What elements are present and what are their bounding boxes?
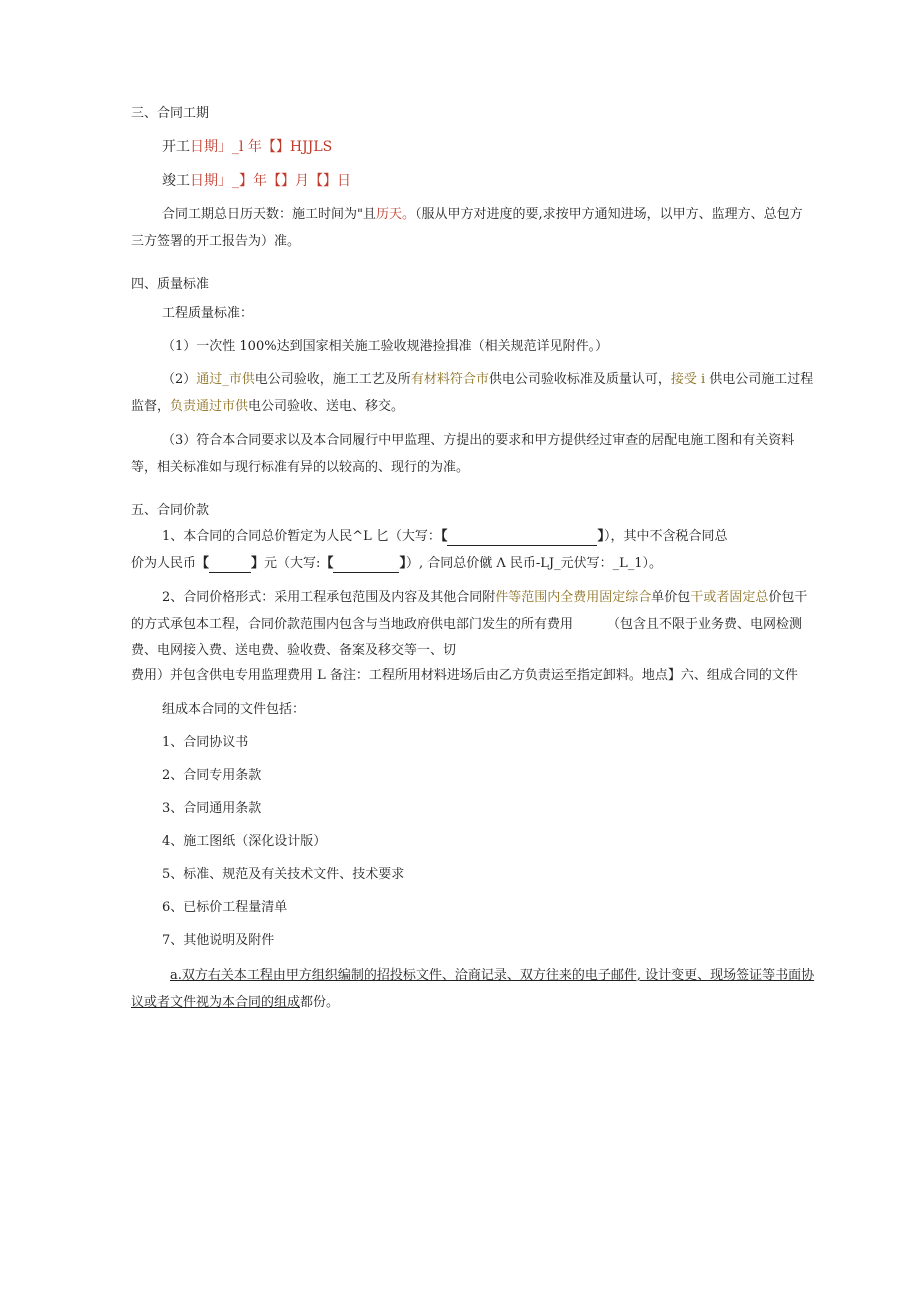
document-item-1: 1、合同协议书 bbox=[162, 735, 249, 750]
amount-uppercase-blank bbox=[447, 545, 597, 546]
documents-note-cont: 议或者文件视为本合同的组成都份。 bbox=[131, 995, 340, 1010]
tax-excluded-amount-blank bbox=[209, 572, 251, 573]
documents-intro: 组成本合同的文件包括： bbox=[162, 702, 306, 717]
quality-item-2-cont: 监督，负责通过市供电公司验收、送电、移交。 bbox=[131, 399, 405, 414]
document-item-2: 2、合同专用条款 bbox=[162, 768, 262, 783]
price-para-2-cont-2: 费、电网接入费、送电费、验收费、备案及移交等一、切 bbox=[131, 643, 457, 658]
document-item-7: 7、其他说明及附件 bbox=[162, 933, 275, 948]
section-heading-quality: 四、质量标准 bbox=[131, 277, 210, 292]
section-heading-price: 五、合同价款 bbox=[131, 503, 210, 518]
document-item-6: 6、已标价工程量清单 bbox=[162, 900, 288, 915]
document-item-5: 5、标准、规范及有关技术文件、技术要求 bbox=[162, 867, 405, 882]
quality-item-1: （1）一次性 100%达到国家相关施工验收规港捡揖准（相关规范详见附件。） bbox=[162, 339, 609, 354]
quality-item-3-cont: 等，相关标准如与现行标准有异的以较高的、现行的为准。 bbox=[131, 460, 470, 475]
total-duration-line-2: 三方签署的开工报告为）准。 bbox=[131, 234, 301, 249]
documents-note: a.双方右关本工程由甲方组织编制的招投标文件、洽商记录、双方往来的电子邮件, 设计变更、现场签证等书面协 bbox=[170, 968, 815, 983]
price-para-1: 1、本合同的合同总价暂定为人民^L 匕（大写：【 】），其中不含税合同总 bbox=[162, 529, 728, 544]
end-date-line: 竣工日期」_】年【】月【】日 bbox=[162, 173, 351, 189]
price-para-1-cont: 价为人民币【 】元（大写:【 】）, 合同总价僦 Λ 民币-LJ_元伏写：_L_1）。 bbox=[131, 556, 663, 571]
quality-item-3: （3）符合本合同要求以及本合同履行中甲监理、方提出的要求和甲方提供经过审查的居配电施工图和有关资料 bbox=[162, 433, 795, 448]
total-duration-line: 合同工期总日历天数：施工时间为"且历天。（服从甲方对进度的要,求按甲方通知进场，以甲方、监理方、总包方 bbox=[162, 207, 803, 222]
start-date-line: 开工日期」_l 年【】HJJLS bbox=[162, 139, 333, 155]
price-para-2-cont: 的方式承包本工程，合同价款范围内包含与当地政府供电部门发生的所有费用 （包含且不限于业务费、电网检测 bbox=[131, 617, 803, 632]
document-item-3: 3、合同通用条款 bbox=[162, 801, 262, 816]
quality-intro: 工程质量标准： bbox=[162, 306, 254, 321]
document-item-4: 4、施工图纸（深化设计版） bbox=[162, 834, 327, 849]
price-para-2-cont-3: 费用）并包含供电专用监理费用 L 备注：工程所用材料进场后由乙方负责运至指定卸料。地点】六、组成合同的文件 bbox=[131, 668, 798, 683]
price-para-2: 2、合同价格形式：采用工程承包范围及内容及其他合同附件等范围内全费用固定综合单价包干或者固定总价包干 bbox=[162, 590, 808, 605]
section-heading-duration: 三、合同工期 bbox=[131, 106, 210, 121]
quality-item-2: （2）通过_市供电公司验收，施工工艺及所有材料符合市供电公司验收标准及质量认可，接受 i 供电公司施工过程 bbox=[162, 372, 814, 387]
tax-excluded-uppercase-blank bbox=[333, 572, 399, 573]
